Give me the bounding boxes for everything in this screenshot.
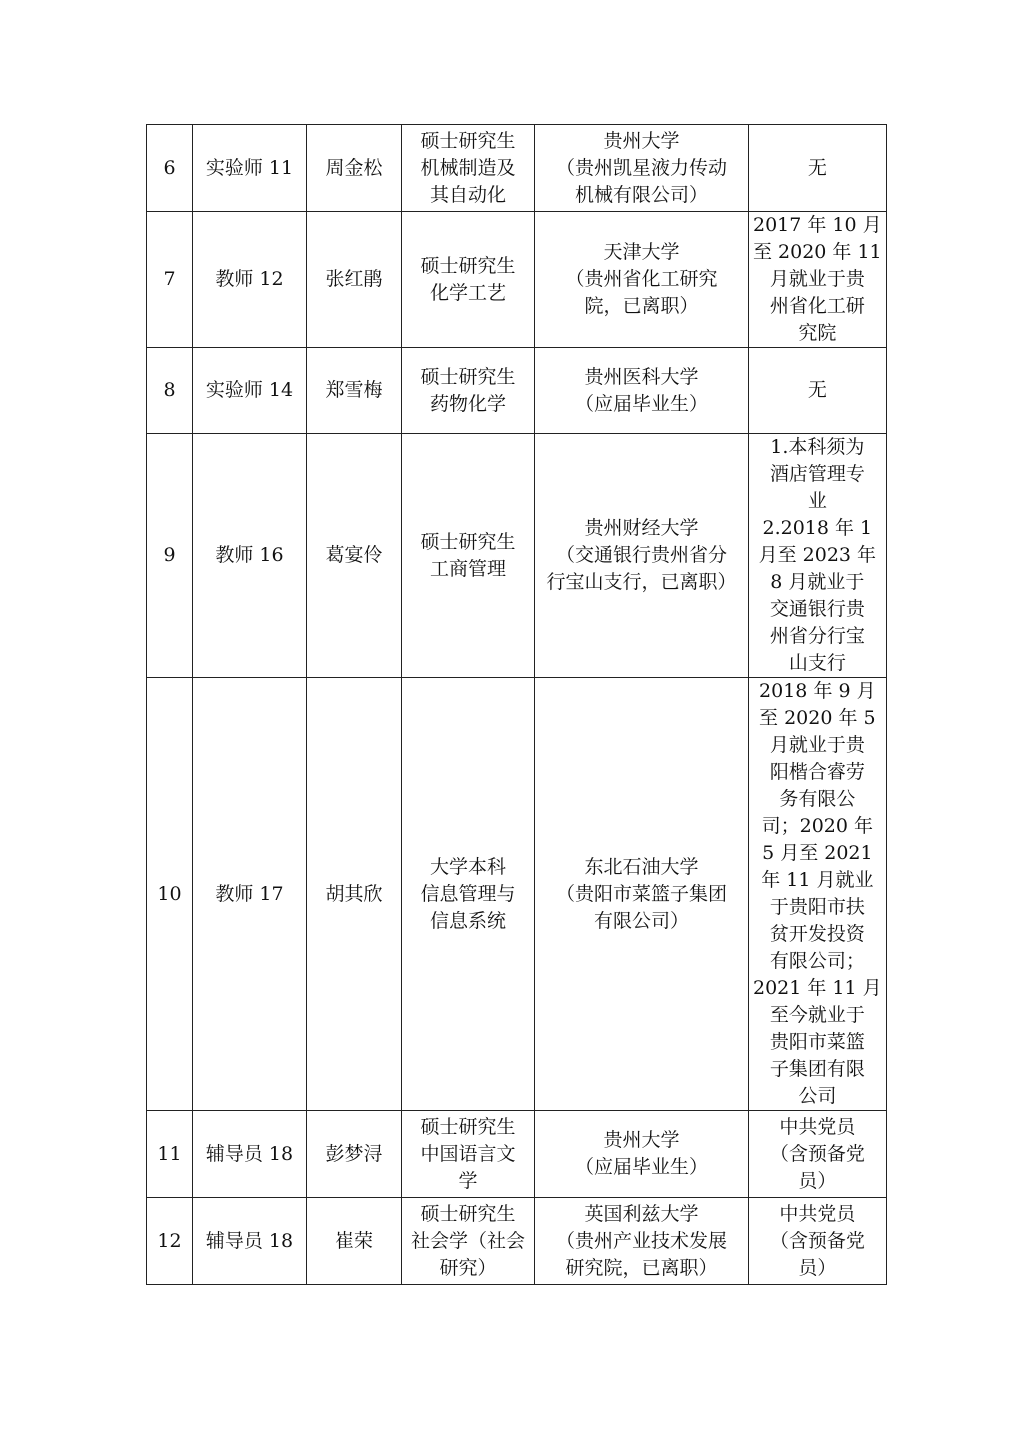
note-cell-line: 无	[807, 156, 827, 179]
school-cell	[535, 1198, 749, 1285]
note-cell-line: 究院	[798, 322, 837, 344]
education-cell	[402, 1198, 535, 1285]
table-row	[147, 125, 887, 212]
school-cell	[535, 434, 749, 678]
note-cell-line: 2017 年 10 月	[753, 214, 882, 236]
education-cell	[402, 212, 535, 348]
school-cell-line: 行宝山支行，已离职）	[546, 571, 737, 593]
school-cell	[535, 212, 749, 348]
name-cell: 胡其欣	[307, 678, 402, 1111]
school-cell-line: 研究院，已离职）	[565, 1256, 718, 1279]
education-cell-line: 机械制造及	[420, 156, 516, 179]
school-cell-line: 贵州大学	[603, 129, 680, 152]
education-cell	[402, 678, 535, 1111]
note-cell-line: 2018 年 9 月	[759, 680, 876, 702]
table-row	[147, 434, 887, 678]
note-cell	[749, 125, 887, 212]
education-cell	[402, 1111, 535, 1198]
note-cell-line: 月至 2023 年	[758, 544, 877, 566]
school-cell-line: （应届毕业生）	[574, 1156, 708, 1178]
note-cell	[749, 1111, 887, 1198]
education-cell-line: 中国语言文	[420, 1142, 516, 1165]
school-cell-line: 英国利兹大学	[584, 1202, 699, 1225]
education-cell	[402, 348, 535, 434]
school-cell-line: （贵阳市菜篮子集团	[555, 882, 727, 905]
note-cell-line: 州省化工研	[769, 295, 865, 317]
school-cell	[535, 1111, 749, 1198]
school-cell-line: （贵州省化工研究	[565, 268, 718, 290]
note-cell-line: 酒店管理专	[769, 463, 865, 485]
note-cell-line: 至 2020 年 5	[759, 707, 876, 729]
position-cell: 教师 12	[193, 212, 307, 348]
row-number-cell: 10	[147, 678, 193, 1111]
note-cell-line: 无	[807, 379, 827, 401]
note-cell-line: 至 2020 年 11	[753, 241, 882, 263]
note-cell	[749, 212, 887, 348]
position-cell: 实验师 11	[193, 125, 307, 212]
note-cell-line: 8 月就业于	[770, 571, 865, 593]
school-cell-line: （贵州凯星液力传动	[555, 156, 727, 179]
note-cell-line: 于贵阳市扶	[769, 896, 865, 918]
education-cell	[402, 434, 535, 678]
education-cell-line: 研究）	[439, 1256, 497, 1279]
education-cell-line: 硕士研究生	[420, 1202, 516, 1225]
row-number-cell: 9	[147, 434, 193, 678]
position-cell: 教师 17	[193, 678, 307, 1111]
name-cell: 周金松	[307, 125, 402, 212]
note-cell-line: 中共党员	[779, 1115, 856, 1138]
education-cell-line: 硕士研究生	[420, 530, 516, 553]
education-cell-line: 其自动化	[429, 183, 506, 206]
school-cell-line: 机械有限公司）	[574, 183, 708, 206]
school-cell-line: （贵州产业技术发展	[555, 1229, 727, 1252]
school-cell	[535, 125, 749, 212]
school-cell-line: 院，已离职）	[584, 295, 699, 317]
education-cell-line: 硕士研究生	[420, 254, 516, 277]
row-number-cell: 8	[147, 348, 193, 434]
table-row	[147, 678, 887, 1111]
education-cell-line: 信息系统	[429, 909, 506, 932]
school-cell-line: 贵州医科大学	[584, 365, 699, 388]
position-cell: 辅导员 18	[193, 1111, 307, 1198]
row-number-cell: 7	[147, 212, 193, 348]
position-cell: 辅导员 18	[193, 1198, 307, 1285]
note-cell-line: 员）	[798, 1169, 837, 1192]
note-cell	[749, 434, 887, 678]
education-cell	[402, 125, 535, 212]
note-cell-line: 有限公司；	[769, 950, 865, 972]
name-cell: 郑雪梅	[307, 348, 402, 434]
note-cell-line: 司；2020 年	[761, 815, 874, 837]
note-cell	[749, 1198, 887, 1285]
school-cell-line: 天津大学	[603, 241, 680, 263]
note-cell-line: 2021 年 11 月	[753, 977, 882, 999]
education-cell-line: 大学本科	[429, 855, 506, 878]
education-cell-line: 信息管理与	[420, 882, 516, 905]
school-cell-line: （交通银行贵州省分	[555, 544, 727, 566]
school-cell-line: 有限公司）	[593, 909, 689, 932]
note-cell-line: 业	[807, 490, 827, 512]
school-cell	[535, 348, 749, 434]
note-cell-line: 年 11 月就业	[761, 869, 874, 891]
note-cell-line: 贵阳市菜篮	[769, 1031, 865, 1053]
name-cell: 崔荣	[307, 1198, 402, 1285]
note-cell-line: 公司	[798, 1085, 837, 1107]
education-cell-line: 硕士研究生	[420, 129, 516, 152]
name-cell: 葛宴伶	[307, 434, 402, 678]
school-cell-line: 东北石油大学	[584, 855, 699, 878]
note-cell	[749, 348, 887, 434]
education-cell-line: 学	[458, 1169, 478, 1192]
note-cell-line: 阳楷合睿劳	[769, 761, 865, 783]
education-cell-line: 硕士研究生	[420, 365, 516, 388]
position-cell: 教师 16	[193, 434, 307, 678]
position-cell: 实验师 14	[193, 348, 307, 434]
row-number-cell: 6	[147, 125, 193, 212]
recruitment-table	[146, 124, 887, 1285]
note-cell-line: 2.2018 年 1	[762, 517, 873, 539]
row-number-cell: 11	[147, 1111, 193, 1198]
table-row	[147, 212, 887, 348]
note-cell-line: 员）	[798, 1256, 837, 1279]
education-cell-line: 化学工艺	[429, 281, 506, 304]
note-cell-line: 贫开发投资	[769, 923, 865, 945]
note-cell-line: （含预备党	[769, 1142, 865, 1165]
note-cell-line: 中共党员	[779, 1202, 856, 1225]
note-cell-line: （含预备党	[769, 1229, 865, 1252]
school-cell	[535, 678, 749, 1111]
row-number-cell: 12	[147, 1198, 193, 1285]
note-cell-line: 州省分行宝	[769, 625, 865, 647]
note-cell-line: 1.本科须为	[770, 436, 865, 458]
school-cell-line: 贵州财经大学	[584, 517, 699, 539]
school-cell-line: （应届毕业生）	[574, 392, 708, 415]
note-cell-line: 月就业于贵	[769, 268, 865, 290]
table-row	[147, 1111, 887, 1198]
note-cell-line: 子集团有限	[769, 1058, 865, 1080]
note-cell-line: 山支行	[788, 652, 846, 674]
note-cell-line: 务有限公	[779, 788, 856, 810]
name-cell: 张红鹃	[307, 212, 402, 348]
education-cell-line: 药物化学	[429, 392, 506, 415]
note-cell-line: 交通银行贵	[769, 598, 865, 620]
education-cell-line: 社会学（社会	[410, 1229, 525, 1252]
note-cell-line: 月就业于贵	[769, 734, 865, 756]
name-cell: 彭梦浔	[307, 1111, 402, 1198]
table-row	[147, 1198, 887, 1285]
table-body	[147, 125, 887, 1285]
note-cell-line: 5 月至 2021	[762, 842, 873, 864]
school-cell-line: 贵州大学	[603, 1129, 680, 1151]
note-cell	[749, 678, 887, 1111]
note-cell-line: 至今就业于	[769, 1004, 865, 1026]
education-cell-line: 工商管理	[429, 557, 506, 580]
education-cell-line: 硕士研究生	[420, 1115, 516, 1138]
table-row	[147, 348, 887, 434]
